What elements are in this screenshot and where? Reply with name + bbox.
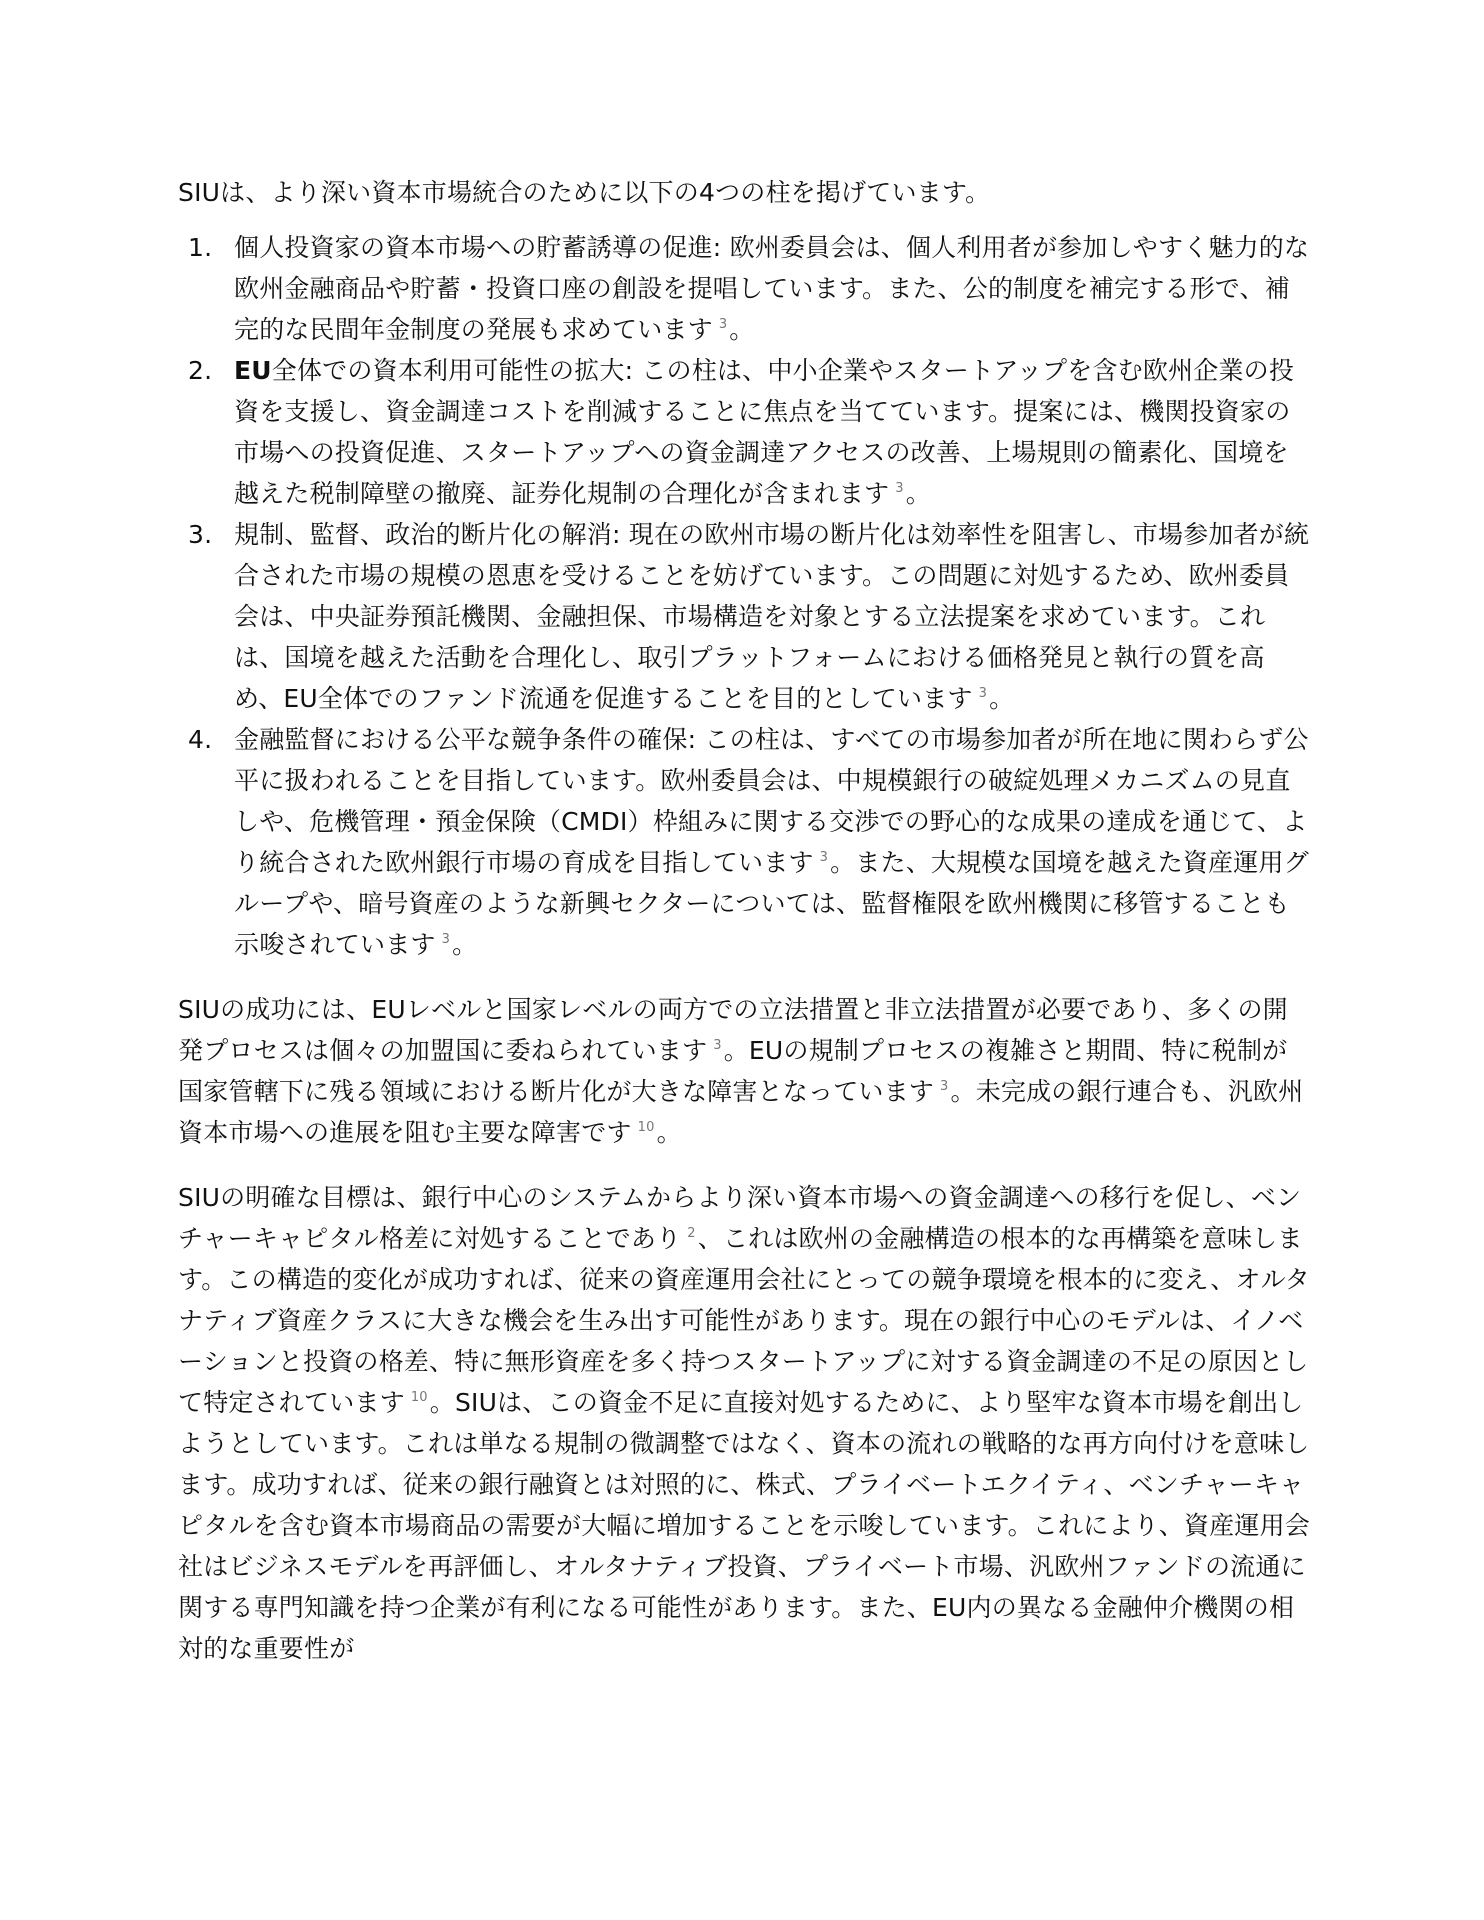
document-body (178, 172, 1310, 1693)
list-number: 3. (188, 520, 213, 549)
pillar-item-4 (178, 719, 1310, 965)
intro-paragraph: SIUは、より深い資本市場統合のために以下の4つの柱を掲げています。 (178, 178, 991, 207)
pillar-item-3 (178, 514, 1310, 719)
footnote-ref: 10 (637, 1120, 655, 1135)
footnote-ref: 3 (713, 1038, 722, 1053)
paragraph-obstacles (178, 989, 1310, 1153)
sentence: 。EUの規制プロセスの複雑さと期間、特に税制が国家管轄下に残る領域における断片化が大きな障害となっています (178, 1036, 1288, 1106)
pillar-tail: 。 (452, 930, 478, 959)
pillar-text: 個人投資家の資本市場への貯蓄誘導の促進: 欧州委員会は、個人利用者が参加しやすく魅力的な欧州金融商品や貯蓄・投資口座の創設を提唱しています。また、公的制度を補完する形で、補完的な民間年金制度の発展も求めています (234, 233, 1310, 344)
pillar-text: 金融監督における公平な競争条件の確保: この柱は、すべての市場参加者が所在地に関わらず公平に扱われることを目指しています。欧州委員会は、中規模銀行の破綻処理メカニズムの見直しや、危機管理・預金保険（CMDI）枠組みに関する交渉での野心的な成果の達成を通じて、より統合された欧州銀行市場の育成を目指しています (234, 725, 1309, 877)
footnote-ref: 3 (441, 932, 451, 947)
list-number: 2. (188, 356, 213, 385)
sentence: SIUの明確な目標は、銀行中心のシステムからより深い資本市場への資金調達への移行を促し、ベンチャーキャピタル格差に対処することであり (178, 1183, 1302, 1253)
footnote-ref: 3 (978, 686, 988, 701)
pillar-bold-lead: EU (234, 356, 272, 385)
footnote-ref: 10 (410, 1390, 428, 1405)
footnote-ref: 3 (819, 850, 829, 865)
pillar-item-1 (178, 227, 1310, 350)
list-number: 4. (188, 725, 213, 754)
pillar-list (178, 227, 1310, 965)
pillar-text: 全体での資本利用可能性の拡大: この柱は、中小企業やスタートアップを含む欧州企業の投資を支援し、資金調達コストを削減することに焦点を当てています。提案には、機関投資家の市場への投資促進、スタートアップへの資金調達アクセスの改善、上場規則の簡素化、国境を越えた税制障壁の撤廃、証券化規制の合理化が含まれます (234, 356, 1295, 508)
sentence: SIUの成功には、EUレベルと国家レベルの両方での立法措置と非立法措置が必要であり、多くの開発プロセスは個々の加盟国に委ねられています (178, 995, 1288, 1065)
pillar-tail: 。 (905, 479, 931, 508)
footnote-ref: 2 (687, 1226, 696, 1241)
pillar-item-2 (178, 350, 1310, 514)
pillar-text-continued: 。また、大規模な国境を越えた資産運用グループや、暗号資産のような新興セクターについては、監督権限を欧州機関に移管することも示唆されています (234, 848, 1309, 959)
pillar-tail: 。 (729, 315, 755, 344)
list-number: 1. (188, 233, 213, 262)
pillar-text: 規制、監督、政治的断片化の解消: 現在の欧州市場の断片化は効率性を阻害し、市場参加者が統合された市場の規模の恩恵を受けることを妨げています。この問題に対処するため、欧州委員会は、中央証券預託機関、金融担保、市場構造を対象とする立法提案を求めています。これは、国境を越えた活動を合理化し、取引プラットフォームにおける価格発見と執行の質を高め、EU全体でのファンド流通を促進することを目的としています (234, 520, 1310, 713)
footnote-ref: 3 (718, 317, 728, 332)
paragraph-goals (178, 1177, 1310, 1669)
sentence: 。未完成の銀行連合も、汎欧州資本市場への進展を阻む主要な障害です (178, 1077, 1304, 1147)
pillar-tail: 。 (989, 684, 1015, 713)
sentence: 。 (656, 1118, 682, 1147)
footnote-ref: 3 (940, 1079, 949, 1094)
sentence: 、これは欧州の金融構造の根本的な再構築を意味します。この構造的変化が成功すれば、従来の資産運用会社にとっての競争環境を根本的に変え、オルタナティブ資産クラスに大きな機会を生み出す可能性があります。現在の銀行中心のモデルは、イノベーションと投資の格差、特に無形資産を多く持つスタートアップに対する資金調達の不足の原因として特定されています (178, 1224, 1311, 1417)
footnote-ref: 3 (895, 481, 904, 496)
sentence: 。SIUは、この資金不足に直接対処するために、より堅牢な資本市場を創出しようとしています。これは単なる規制の微調整ではなく、資本の流れの戦略的な再方向付けを意味します。成功すれば、従来の銀行融資とは対照的に、株式、プライベートエクイティ、ベンチャーキャピタルを含む資本市場商品の需要が大幅に増加することを示唆しています。これにより、資産運用会社はビジネスモデルを再評価し、オルタナティブ投資、プライベート市場、汎欧州ファンドの流通に関する専門知識を持つ企業が有利になる可能性があります。また、EU内の異なる金融仲介機関の相対的な重要性が (178, 1388, 1311, 1663)
